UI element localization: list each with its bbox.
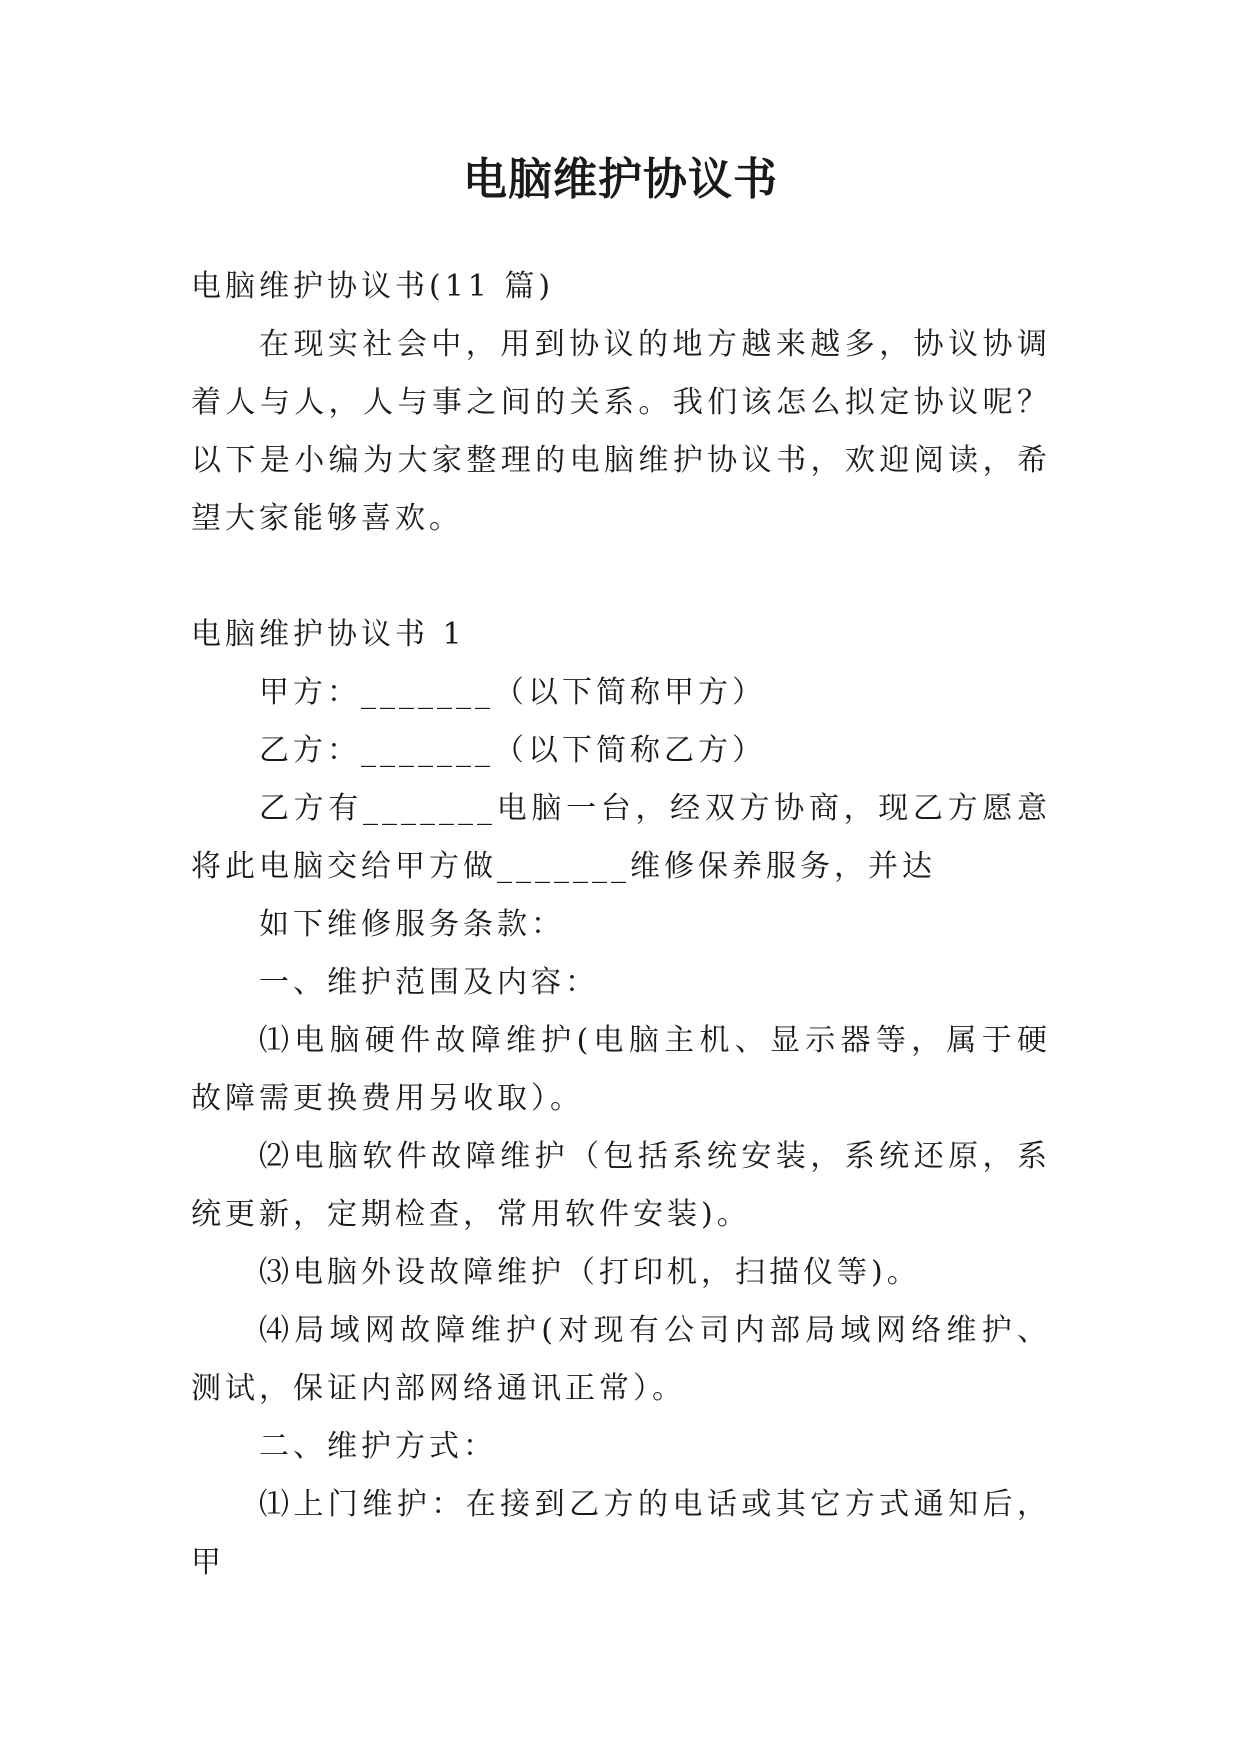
paragraph-gap (191, 548, 1051, 606)
section-title: 电脑维护协议书 1 (191, 617, 466, 652)
clause-1-item: ⑷局域网故障维护(对现有公司内部局域网络维护、测试，保证内部网络通讯正常）。 (191, 1313, 1051, 1406)
agreement-paragraph: 乙方有_______电脑一台，经双方协商，现乙方愿意将此电脑交给甲方做_______维修保养服务，并达 (191, 791, 1051, 884)
clause-2-title: 二、维护方式： (259, 1429, 497, 1464)
party-b-line: 乙方：_______（以下简称乙方） (259, 733, 766, 768)
document-subtitle: 电脑维护协议书(11 篇) (191, 269, 555, 304)
document-body (191, 258, 1051, 1592)
clause-1-title: 一、维护范围及内容： (259, 965, 599, 1000)
terms-intro: 如下维修服务条款： (259, 907, 565, 942)
document-title: 电脑维护协议书 (463, 154, 778, 205)
clause-1-item: ⑵电脑软件故障维护（包括系统安装，系统还原，系统更新，定期检查，常用软件安装)。 (191, 1139, 1051, 1232)
clause-1-item: ⑶电脑外设故障维护（打印机，扫描仪等)。 (259, 1255, 921, 1290)
clause-1-item: ⑴电脑硬件故障维护(电脑主机、显示器等，属于硬故障需更换费用另收取）。 (191, 1023, 1051, 1116)
intro-paragraph: 在现实社会中，用到协议的地方越来越多，协议协调着人与人，人与事之间的关系。我们该怎么拟定协议呢？以下是小编为大家整理的电脑维护协议书，欢迎阅读，希望大家能够喜欢。 (191, 327, 1051, 536)
clause-2-item: ⑴上门维护：在接到乙方的电话或其它方式通知后，甲 (191, 1487, 1051, 1580)
party-a-line: 甲方：_______（以下简称甲方） (259, 675, 766, 710)
